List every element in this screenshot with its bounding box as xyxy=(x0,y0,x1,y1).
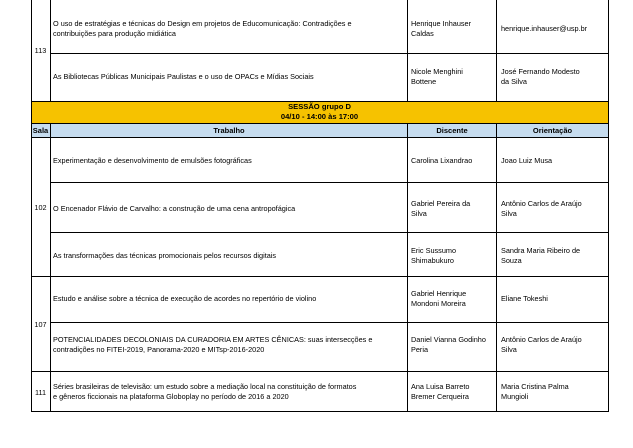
table-border xyxy=(407,0,408,101)
table-border xyxy=(31,137,609,138)
table-border xyxy=(407,123,408,412)
work-title: Estudo e análise sobre a técnica de execução de acordes no repertório de violino xyxy=(53,294,317,303)
table-border xyxy=(31,371,609,372)
room-number: 107 xyxy=(34,319,47,329)
student-name: Gabriel Pereira da Silva xyxy=(411,199,471,218)
work-title: As transformações das técnicas promocionais pelos recursos digitais xyxy=(53,251,277,260)
advisor-name: Joao Luiz Musa xyxy=(501,156,553,165)
student-name: Daniel Vianna Godinho Peria xyxy=(411,335,486,354)
table-border xyxy=(50,123,51,412)
header-advisor: Orientação xyxy=(497,123,608,137)
advisor-name: José Fernando Modesto da Silva xyxy=(501,67,580,86)
work-title: Séries brasileiras de televisão: um estudo sobre a mediação local na constituição de formatos e gêneros ficcionais na plataforma Globoplay no período de 2016 a 2020 xyxy=(53,382,357,401)
session-time: 04/10 - 14:00 às 17:00 xyxy=(280,112,359,121)
table-border xyxy=(31,0,32,101)
advisor-name: Maria Cristina Palma Mungioli xyxy=(501,382,569,401)
table-border xyxy=(50,182,608,183)
student-name: Carolina Lixandrao xyxy=(411,156,473,165)
advisor-name: Antônio Carlos de Araújo Silva xyxy=(501,199,582,218)
student-name: Nicole Menghini Bottene xyxy=(411,67,463,86)
session-title: SESSÃO grupo D xyxy=(288,102,351,111)
table-border xyxy=(50,232,608,233)
student-name: Eric Sussumo Shimabukuro xyxy=(411,246,457,265)
student-name: Henrique Inhauser Caldas xyxy=(411,19,472,38)
advisor-name: Eliane Tokeshi xyxy=(501,294,548,303)
table-border xyxy=(496,0,497,101)
table-border xyxy=(31,101,32,412)
table-border xyxy=(496,123,497,412)
advisor-name: henrique.inhauser@usp.br xyxy=(501,24,588,33)
table-border xyxy=(31,411,609,412)
header-work: Trabalho xyxy=(51,123,407,137)
room-number: 111 xyxy=(34,387,47,397)
work-title: As Bibliotecas Públicas Municipais Paulistas e o uso de OPACs e Mídias Sociais xyxy=(53,72,314,81)
session-banner xyxy=(31,101,608,123)
header-student: Discente xyxy=(408,123,496,137)
table-border xyxy=(31,123,609,124)
student-name: Ana Luisa Barreto Bremer Cerqueira xyxy=(411,382,470,401)
work-title: O Encenador Flávio de Carvalho: a construção de uma cena antropofágica xyxy=(53,204,296,213)
student-name: Gabriel Henrique Mondoni Moreira xyxy=(411,289,467,308)
work-title: O uso de estratégias e técnicas do Design em projetos de Educomunicação: Contradições e contribuições para produção midiática xyxy=(53,19,352,38)
table-border xyxy=(608,0,609,101)
advisor-name: Antônio Carlos de Araújo Silva xyxy=(501,335,582,354)
work-title: Experimentação e desenvolvimento de emulsões fotográficas xyxy=(53,156,252,165)
room-number: 102 xyxy=(34,202,47,212)
table-border xyxy=(608,101,609,412)
table-border xyxy=(31,101,609,102)
table-border xyxy=(31,276,609,277)
table-border xyxy=(50,0,51,101)
header-room: Sala xyxy=(31,123,50,137)
table-border xyxy=(50,322,608,323)
room-number: 113 xyxy=(34,46,47,55)
advisor-name: Sandra Maria Ribeiro de Souza xyxy=(501,246,581,265)
table-border xyxy=(50,53,608,54)
work-title: POTENCIALIDADES DECOLONIAIS DA CURADORIA EM ARTES CÊNICAS: suas intersecções e contradições no FITEI-2019, Panorama-2020 e MITsp-2016-2020 xyxy=(53,335,373,354)
